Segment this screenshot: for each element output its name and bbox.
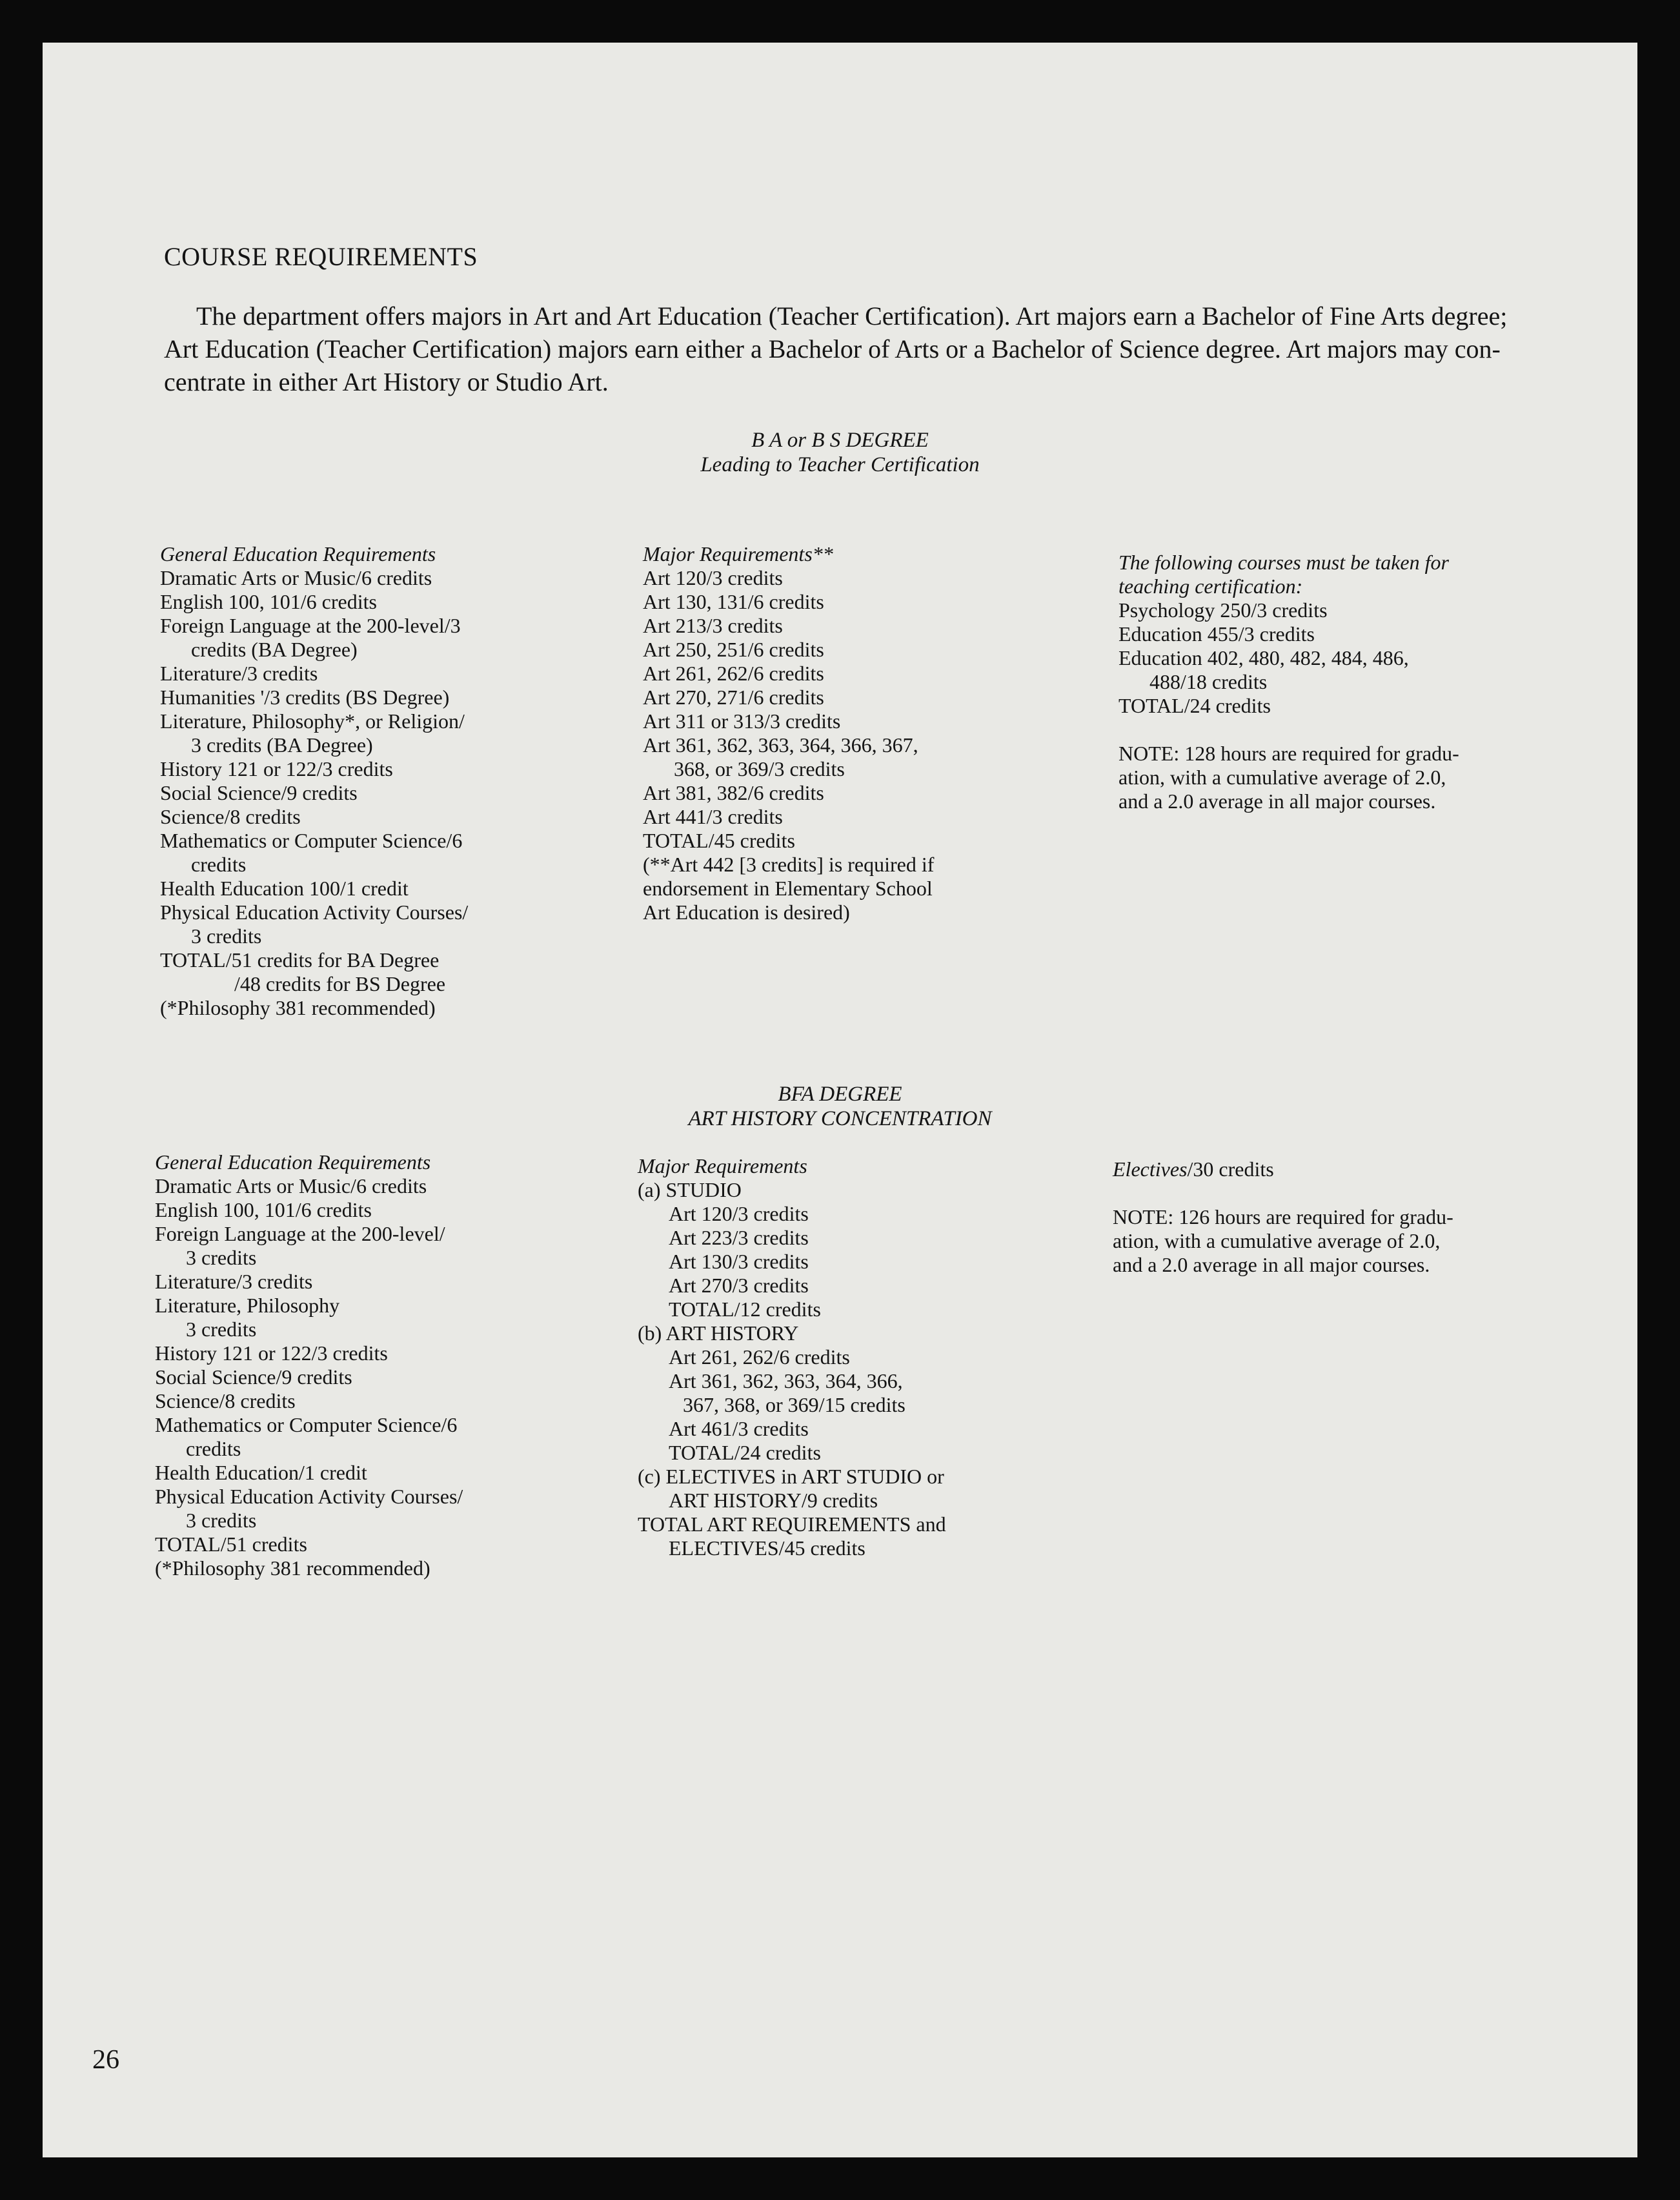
requirement-line: Literature, Philosophy*, or Religion/ <box>160 709 465 733</box>
electives-value: /30 credits <box>1187 1157 1274 1181</box>
column-heading: teaching certification: <box>1118 575 1303 598</box>
requirement-line: 3 credits <box>186 1246 257 1269</box>
requirement-line: TOTAL/51 credits <box>155 1533 307 1556</box>
requirement-line: (a) STUDIO <box>638 1178 742 1201</box>
requirement-line: 3 credits <box>186 1509 257 1532</box>
note-line: and a 2.0 average in all major courses. <box>1118 789 1436 813</box>
requirement-line: Art 441/3 credits <box>643 805 783 828</box>
requirement-line: endorsement in Elementary School <box>643 877 933 900</box>
requirement-line: Foreign Language at the 200-level/ <box>155 1222 445 1245</box>
intro-line: centrate in either Art History or Studio Art. <box>164 367 609 396</box>
requirement-line: 488/18 credits <box>1149 670 1268 693</box>
note-line: ation, with a cumulative average of 2.0, <box>1118 766 1446 789</box>
bfa-title: BFA DEGREE <box>778 1083 902 1106</box>
column-heading: Major Requirements <box>638 1154 807 1177</box>
ba-bs-title: B A or B S DEGREE <box>751 429 929 452</box>
note-line: NOTE: 128 hours are required for gradu- <box>1118 742 1459 765</box>
bfa-subtitle: ART HISTORY CONCENTRATION <box>688 1107 992 1130</box>
requirement-line: Mathematics or Computer Science/6 <box>160 829 463 852</box>
requirement-line: Art 311 or 313/3 credits <box>643 709 841 733</box>
requirement-line: TOTAL/24 credits <box>669 1441 821 1464</box>
ba-major-column <box>643 542 934 924</box>
requirement-line: Art 120/3 credits <box>643 566 783 589</box>
requirement-line: Literature, Philosophy <box>155 1294 340 1317</box>
requirement-line: Science/8 credits <box>155 1389 296 1412</box>
requirement-line: Education 455/3 credits <box>1118 622 1315 646</box>
bfa-major-column <box>638 1154 946 1560</box>
requirement-line: TOTAL/51 credits for BA Degree <box>160 948 440 972</box>
requirement-line: 3 credits (BA Degree) <box>191 733 373 757</box>
requirement-line: credits <box>191 853 247 876</box>
requirement-line: Art 130/3 credits <box>669 1250 809 1273</box>
bfa-note-line: and a 2.0 average in all major courses. <box>1113 1253 1430 1276</box>
requirement-line: Dramatic Arts or Music/6 credits <box>160 566 432 589</box>
ba-bs-subtitle: Leading to Teacher Certification <box>700 453 980 476</box>
requirement-line: 3 credits <box>191 924 262 948</box>
requirement-line: Art 361, 362, 363, 364, 366, <box>669 1369 903 1392</box>
requirement-line: Literature/3 credits <box>155 1270 313 1293</box>
requirement-line: Art 270, 271/6 credits <box>643 686 824 709</box>
requirement-line: 3 credits <box>186 1318 257 1341</box>
requirement-line: History 121 or 122/3 credits <box>160 757 393 780</box>
column-heading: The following courses must be taken for <box>1118 551 1449 574</box>
requirement-line: Social Science/9 credits <box>160 781 358 804</box>
requirement-line: Art 250, 251/6 credits <box>643 638 824 661</box>
requirement-line: Art 130, 131/6 credits <box>643 590 824 613</box>
bfa-electives-column <box>1113 1157 1453 1277</box>
requirement-line: Dramatic Arts or Music/6 credits <box>155 1174 427 1197</box>
section-heading: COURSE REQUIREMENTS <box>164 242 478 271</box>
requirement-line: ART HISTORY/9 credits <box>669 1489 878 1512</box>
requirement-line: (b) ART HISTORY <box>638 1321 799 1345</box>
electives-line <box>1113 1157 1453 1181</box>
requirement-line: Science/8 credits <box>160 805 301 828</box>
requirement-line: Art 381, 382/6 credits <box>643 781 824 804</box>
requirement-line: Education 402, 480, 482, 484, 486, <box>1118 646 1409 669</box>
requirement-line: English 100, 101/6 credits <box>155 1198 372 1221</box>
requirement-line: Humanities '/3 credits (BS Degree) <box>160 686 450 709</box>
requirement-line: Art Education is desired) <box>643 901 850 924</box>
requirement-line: Health Education 100/1 credit <box>160 877 409 900</box>
requirement-line: Foreign Language at the 200-level/3 <box>160 614 461 637</box>
requirement-line: Health Education/1 credit <box>155 1461 367 1484</box>
requirement-line: History 121 or 122/3 credits <box>155 1341 388 1365</box>
requirement-line: TOTAL/24 credits <box>1118 694 1271 717</box>
requirement-line: Psychology 250/3 credits <box>1118 598 1328 622</box>
requirement-line: /48 credits for BS Degree <box>234 972 446 995</box>
requirement-line: (*Philosophy 381 recommended) <box>160 996 436 1019</box>
bfa-note-line: ation, with a cumulative average of 2.0, <box>1113 1229 1441 1252</box>
requirement-line: Social Science/9 credits <box>155 1365 352 1389</box>
bfa-note-line: NOTE: 126 hours are required for gradu- <box>1113 1205 1453 1228</box>
requirement-line: Mathematics or Computer Science/6 <box>155 1413 458 1436</box>
requirement-line: Art 270/3 credits <box>669 1274 809 1297</box>
requirement-line: English 100, 101/6 credits <box>160 590 377 613</box>
column-heading: General Education Requirements <box>160 542 436 565</box>
requirement-line: (**Art 442 [3 credits] is required if <box>643 853 935 876</box>
intro-paragraph <box>164 300 1581 398</box>
requirement-line: Art 261, 262/6 credits <box>643 662 824 685</box>
electives-label: Electives <box>1113 1157 1188 1181</box>
requirement-line: credits <box>186 1437 241 1460</box>
requirement-line: Art 261, 262/6 credits <box>669 1345 850 1369</box>
requirement-line: Literature/3 credits <box>160 662 318 685</box>
intro-line: Art Education (Teacher Certification) majors earn either a Bachelor of Arts or a Bachelor of Science degree. Art majors may con- <box>164 334 1501 363</box>
bfa-gen-ed-column <box>155 1150 463 1580</box>
requirement-line: 367, 368, or 369/15 credits <box>683 1393 906 1416</box>
requirement-line: Art 361, 362, 363, 364, 366, 367, <box>643 733 918 757</box>
requirement-line: TOTAL/45 credits <box>643 829 795 852</box>
requirement-line: Art 461/3 credits <box>669 1417 809 1440</box>
requirement-line: ELECTIVES/45 credits <box>669 1536 865 1560</box>
column-heading: Major Requirements** <box>643 542 833 565</box>
requirement-line: Physical Education Activity Courses/ <box>160 901 469 924</box>
requirement-line: TOTAL/12 credits <box>669 1298 821 1321</box>
requirement-line: credits (BA Degree) <box>191 638 358 661</box>
ba-cert-column <box>1118 551 1459 813</box>
column-heading: General Education Requirements <box>155 1150 431 1174</box>
page-number: 26 <box>92 2045 119 2075</box>
requirement-line: Physical Education Activity Courses/ <box>155 1485 463 1508</box>
requirement-line: Art 120/3 credits <box>669 1202 809 1225</box>
requirement-line: (*Philosophy 381 recommended) <box>155 1556 430 1580</box>
intro-line: The department offers majors in Art and Art Education (Teacher Certification). Art majors earn a Bachelor of Fine Arts degree; <box>196 301 1508 331</box>
requirement-line: Art 213/3 credits <box>643 614 783 637</box>
requirement-line: TOTAL ART REQUIREMENTS and <box>638 1512 946 1536</box>
requirement-line: Art 223/3 credits <box>669 1226 809 1249</box>
ba-gen-ed-column <box>160 542 468 1020</box>
requirement-line: 368, or 369/3 credits <box>674 757 845 780</box>
requirement-line: (c) ELECTIVES in ART STUDIO or <box>638 1465 944 1488</box>
